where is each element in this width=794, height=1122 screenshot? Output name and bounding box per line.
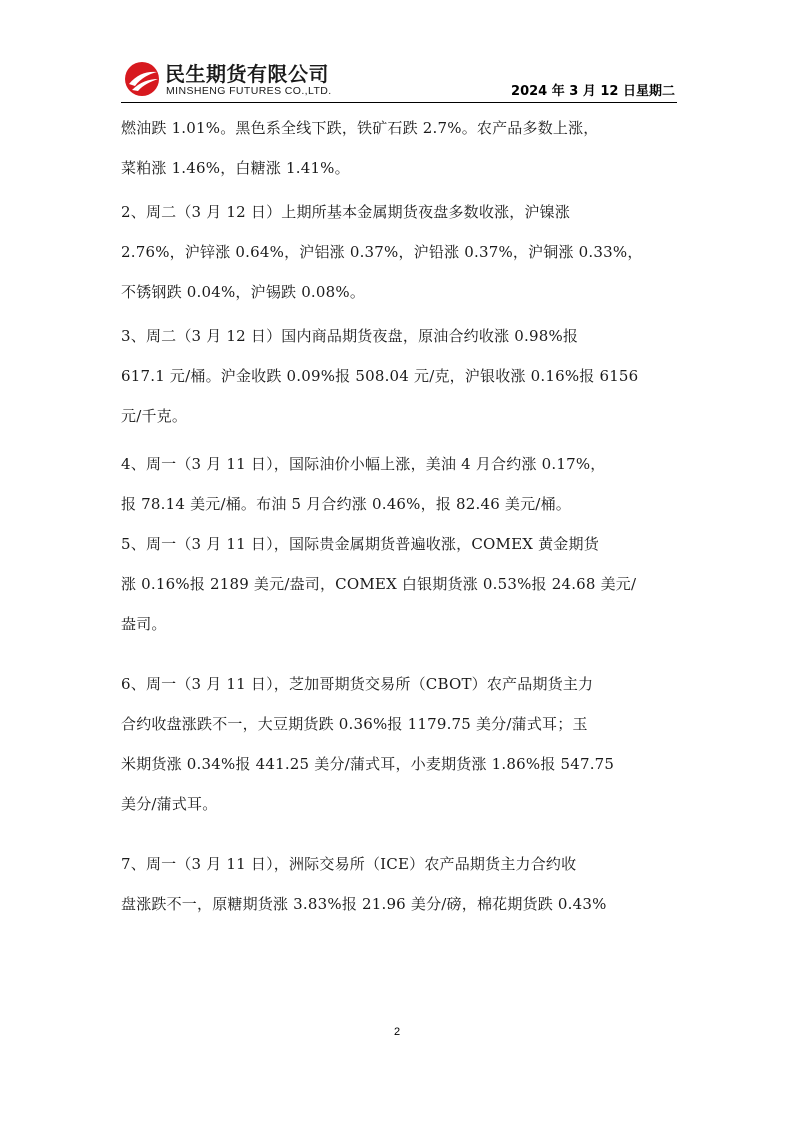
- text-line: 盘涨跌不一，原糖期货涨 3.83%报 21.96 美分/磅，棉花期货跌 0.43%: [121, 895, 607, 913]
- text-line: 5、周一（3 月 11 日），国际贵金属期货普遍收涨，COMEX 黄金期货: [121, 535, 599, 553]
- report-date: 2024 年 3 月 12 日星期二: [511, 84, 675, 99]
- text-line: 不锈钢跌 0.04%，沪锡跌 0.08%。: [121, 283, 366, 301]
- minsheng-logo-icon: [123, 60, 161, 98]
- page-number: 2: [393, 1026, 401, 1038]
- text-line: 菜粕涨 1.46%，白糖涨 1.41%。: [121, 159, 350, 177]
- company-name-en: MINSHENG FUTURES CO.,LTD.: [166, 85, 332, 97]
- paragraph-1-tail: [121, 108, 681, 188]
- document-body: [121, 108, 681, 924]
- text-line: 盎司。: [121, 615, 167, 633]
- paragraph-item-6: [121, 664, 681, 824]
- paragraph-item-7: [121, 844, 681, 924]
- text-line: 美分/蒲式耳。: [121, 795, 218, 813]
- paragraph-item-3: [121, 316, 681, 436]
- text-line: 3、周二（3 月 12 日）国内商品期货夜盘，原油合约收涨 0.98%报: [121, 327, 579, 345]
- text-line: 元/千克。: [121, 407, 188, 425]
- text-line: 6、周一（3 月 11 日），芝加哥期货交易所（CBOT）农产品期货主力: [121, 675, 594, 693]
- text-line: 2.76%，沪锌涨 0.64%，沪铝涨 0.37%，沪铅涨 0.37%，沪铜涨 0.33%，: [121, 243, 643, 261]
- text-line: 合约收盘涨跌不一，大豆期货跌 0.36%报 1179.75 美分/蒲式耳；玉: [121, 715, 588, 733]
- paragraph-item-4: [121, 444, 681, 524]
- text-line: 燃油跌 1.01%。黑色系全线下跌，铁矿石跌 2.7%。农产品多数上涨，: [121, 119, 599, 137]
- paragraph-item-2: [121, 192, 681, 312]
- text-line: 米期货涨 0.34%报 441.25 美分/蒲式耳，小麦期货涨 1.86%报 547.75: [121, 755, 615, 773]
- text-line: 7、周一（3 月 11 日），洲际交易所（ICE）农产品期货主力合约收: [121, 855, 577, 873]
- paragraph-item-5: [121, 524, 681, 644]
- text-line: 2、周二（3 月 12 日）上期所基本金属期货夜盘多数收涨，沪镍涨: [121, 203, 571, 221]
- company-logo: [123, 58, 363, 100]
- text-line: 617.1 元/桶。沪金收跌 0.09%报 508.04 元/克，沪银收涨 0.16%报 6156: [121, 367, 639, 385]
- page-header: [121, 54, 677, 103]
- text-line: 4、周一（3 月 11 日），国际油价小幅上涨，美油 4 月合约涨 0.17%，: [121, 455, 606, 473]
- company-name-cn: 民生期货有限公司: [165, 62, 329, 86]
- text-line: 涨 0.16%报 2189 美元/盎司，COMEX 白银期货涨 0.53%报 24.68 美元/: [121, 575, 637, 593]
- text-line: 报 78.14 美元/桶。布油 5 月合约涨 0.46%，报 82.46 美元/桶。: [121, 495, 571, 513]
